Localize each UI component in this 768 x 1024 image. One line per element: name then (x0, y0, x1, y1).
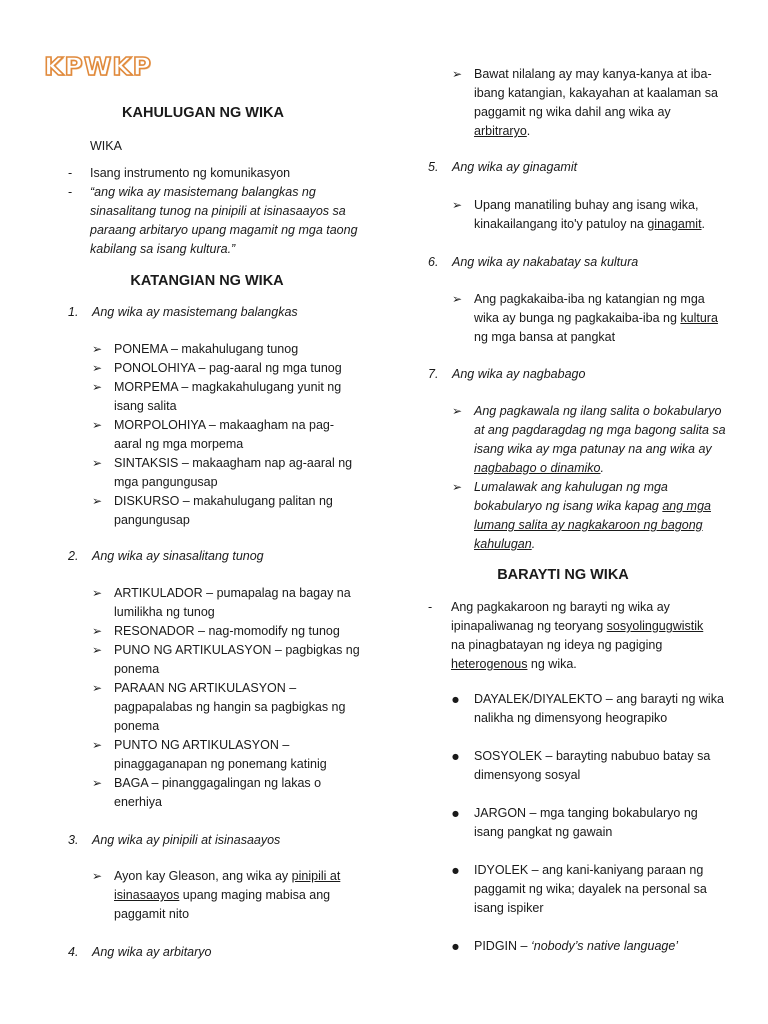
definition-text: “ang wika ay masistemang balangkas ng sinasalitang tunog na pinipili at isinasaayos sa paraang arbitaryo upang magamit ng mga taong kabilang sa isang kultura.” (90, 185, 358, 256)
list-item: ● IDYOLEK – ang kani-kaniyang paraan ng paggamit ng wika; dayalek na personal sa isang ispiker (452, 861, 724, 918)
list-item: ➢ MORPOLOHIYA – makaagham na pag-aaral ng mga morpema (92, 416, 357, 454)
list-nagbabago (452, 402, 727, 554)
heading-katangian: KATANGIAN NG WIKA (130, 273, 284, 289)
list-item: ➢ MORPEMA – magkakahulugang yunit ng isang salita (92, 378, 357, 416)
dash-marker: - (428, 600, 433, 614)
list-item: ➢ Ayon kay Gleason, ang wika ay pinipili at isinasaayos upang maging mabisa ang paggamit nito (92, 867, 352, 924)
item-number: 7. (428, 367, 439, 381)
list-item: ➢ BAGA – pinanggagalingan ng lakas o enerhiya (92, 774, 362, 812)
dash-marker: - (68, 166, 73, 180)
list-ginagamit (452, 196, 732, 234)
list-item: ➢ PARAAN NG ARTIKULASYON – pagpapalabas ng hangin sa pagbigkas ng ponema (92, 679, 362, 736)
list-item: ➢ PONOLOHIYA – pag-aaral ng mga tunog (92, 359, 357, 378)
barayti-intro-text: Ang pagkakaroon ng barayti ng wika ay ipinapaliwanag ng teoryang sosyolingugwistik na pinagbatayan ng ideya ng pagiging heterogenous ng wika. (451, 600, 704, 671)
list-arbitraryo (452, 65, 724, 141)
item-text: Ang wika ay sinasalitang tunog (92, 549, 264, 563)
list-item: ➢ PONEMA – makahulugang tunog (92, 340, 357, 359)
list-pinipili (92, 867, 352, 924)
list-item: ➢ Ang pagkakaiba-iba ng katangian ng mga wika ay bunga ng pagkakaiba-iba ng kultura ng mga bansa at pangkat (452, 290, 722, 347)
item-text: Ang wika ay pinipili at isinasaayos (92, 833, 281, 847)
item-number: 2. (68, 549, 79, 563)
list-item: ➢ Ang pagkawala ng ilang salita o bokabularyo at ang pagdaragdag ng mga bagong salita sa isang wika ay mga patunay na ang wika ay nagbabago o dinamiko. (452, 402, 727, 478)
kpwkp-logo: KPWKP (44, 52, 152, 81)
item-text: Ang wika ay arbitaryo (92, 945, 212, 959)
list-item: ➢ Upang manatiling buhay ang isang wika, kinakailangang ito'y patuloy na ginagamit. (452, 196, 732, 234)
heading-barayti: BARAYTI NG WIKA (497, 567, 629, 583)
item-text: Ang wika ay masistemang balangkas (92, 305, 298, 319)
list-item: ● DAYALEK/DIYALEKTO – ang barayti ng wika nalikha ng dimensyong heograpiko (452, 690, 724, 728)
list-item: ● JARGON – mga tanging bokabularyo ng isang pangkat ng gawain (452, 804, 724, 842)
heading-kahulugan: KAHULUGAN NG WIKA (122, 105, 284, 121)
item-number: 1. (68, 305, 79, 319)
list-item: ➢ DISKURSO – makahulugang palitan ng pangungusap (92, 492, 357, 530)
list-item: ➢ ARTIKULADOR – pumapalag na bagay na lumilikha ng tunog (92, 584, 362, 622)
wika-label: WIKA (90, 139, 122, 153)
item-number: 5. (428, 160, 439, 174)
definition-text: Isang instrumento ng komunikasyon (90, 166, 291, 180)
item-text: Ang wika ay nagbabago (452, 367, 586, 381)
item-number: 4. (68, 945, 79, 959)
item-text: Ang wika ay ginagamit (452, 160, 578, 174)
list-kultura (452, 290, 722, 347)
barayti-list (452, 690, 724, 956)
list-item: ● SOSYOLEK – barayting nabubuo batay sa dimensyong sosyal (452, 747, 724, 785)
item-number: 3. (68, 833, 79, 847)
list-item: ➢ SINTAKSIS – makaagham nap ag-aaral ng mga pangungusap (92, 454, 357, 492)
list-item: ➢ Bawat nilalang ay may kanya-kanya at iba-ibang katangian, kakayahan at kaalaman sa paggamit ng wika dahil ang wika ay arbitraryo. (452, 65, 724, 141)
list-item: ● PIDGIN – ‘nobody’s native language’ (452, 937, 724, 956)
list-tunog (92, 584, 362, 812)
dash-marker: - (68, 185, 73, 199)
list-item: ➢ Lumalawak ang kahulugan ng mga bokabularyo ng isang wika kapag ang mga lumang salita ay nagkakaroon ng bagong kahulugan. (452, 478, 727, 554)
list-item: ➢ PUNTO NG ARTIKULASYON – pinaggaganapan ng ponemang katinig (92, 736, 362, 774)
list-balangkas (92, 340, 357, 530)
list-item: ➢ PUNO NG ARTIKULASYON – pagbigkas ng ponema (92, 641, 362, 679)
item-text: Ang wika ay nakabatay sa kultura (452, 255, 639, 269)
list-item: ➢ RESONADOR – nag-momodify ng tunog (92, 622, 362, 641)
item-number: 6. (428, 255, 439, 269)
